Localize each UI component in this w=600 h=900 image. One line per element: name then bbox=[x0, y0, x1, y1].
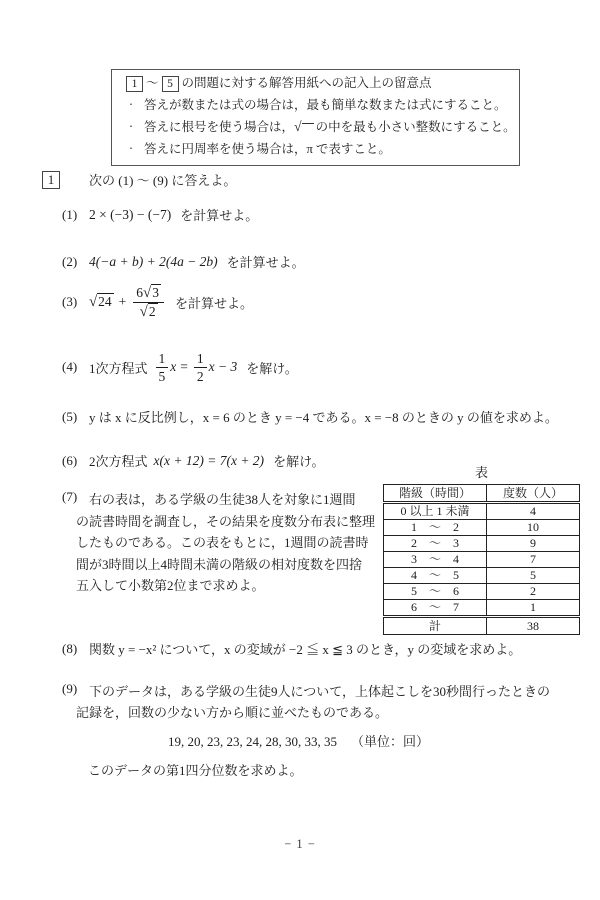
notice-bullet-3-text: 答えに円周率を使う場合は，π で表すこと。 bbox=[144, 142, 391, 156]
fraction-1-5 bbox=[156, 351, 169, 384]
column-header-frequency: 度数（人） bbox=[487, 485, 580, 503]
problem-1-number: 1 bbox=[42, 171, 60, 189]
radicand: 2 bbox=[148, 303, 156, 319]
question-9-line: 下のデータは，ある学級の生徒9人について，上体起こしを30秒間行ったときの bbox=[89, 684, 550, 699]
question-4-label: (4) bbox=[62, 359, 78, 374]
table-row bbox=[384, 584, 580, 600]
question-6 bbox=[62, 451, 325, 470]
question-8-text: 関数 y = −x² について，x の変域が −2 ≦ x ≦ 3 のとき，y の変域を求めよ。 bbox=[89, 642, 522, 657]
data-unit: （単位：回） bbox=[351, 734, 430, 749]
sqrt-2 bbox=[140, 304, 158, 320]
question-2 bbox=[62, 252, 305, 271]
boxed-number-1: 1 bbox=[126, 76, 143, 92]
fraction-6root3-over-root2 bbox=[133, 285, 164, 320]
question-9-line: 記録を，回数の少ない方から順に並べたものである。 bbox=[76, 705, 389, 720]
sqrt-3 bbox=[143, 285, 161, 301]
question-6-expression: x(x + 12) = 7(x + 2) bbox=[153, 452, 265, 468]
notice-bullet-1 bbox=[123, 94, 511, 116]
fraction-numerator bbox=[133, 285, 164, 303]
variable-x: x bbox=[170, 359, 177, 374]
radicand: 3 bbox=[152, 284, 159, 300]
frequency-value: 7 bbox=[487, 552, 580, 568]
equals-sign: = bbox=[180, 359, 188, 374]
fraction-denominator: 2 bbox=[196, 368, 204, 384]
coefficient: 6 bbox=[136, 284, 144, 300]
total-value: 38 bbox=[487, 617, 580, 635]
bullet-icon: ・ bbox=[127, 100, 135, 109]
table-row bbox=[384, 503, 580, 520]
table-row bbox=[384, 568, 580, 584]
radical-sign-icon: √ bbox=[294, 119, 302, 134]
bullet-icon: ・ bbox=[127, 122, 135, 131]
question-6-label: (6) bbox=[62, 452, 78, 468]
question-4-prefix: 1次方程式 bbox=[89, 360, 148, 376]
question-2-instruction: を計算せよ。 bbox=[226, 255, 305, 270]
frequency-value: 10 bbox=[487, 520, 580, 536]
question-1-expression: 2 × (−3) − (−7) bbox=[89, 206, 172, 222]
class-interval: 5 ～ 6 bbox=[384, 584, 487, 600]
question-7-line: 右の表は，ある学級の生徒38人を対象に1週間 bbox=[89, 492, 356, 507]
radical-sign-icon: √ bbox=[139, 303, 148, 320]
radicand: 24 bbox=[98, 293, 112, 309]
notice-title-text: の問題に対する解答用紙への記入上の留意点 bbox=[181, 76, 432, 90]
question-1-label: (1) bbox=[62, 206, 78, 222]
fraction-numerator: 1 bbox=[194, 351, 207, 368]
page-number: − 1 − bbox=[284, 837, 316, 851]
frequency-value: 1 bbox=[487, 600, 580, 617]
notice-tilde: ～ bbox=[146, 76, 159, 90]
notice-bullet-2 bbox=[123, 116, 516, 138]
column-header-class: 階級（時間） bbox=[384, 485, 487, 503]
frequency-value: 2 bbox=[487, 584, 580, 600]
plus-operator: + bbox=[118, 294, 127, 309]
table-row bbox=[384, 536, 580, 552]
radical-overline bbox=[302, 123, 314, 134]
question-3 bbox=[62, 277, 253, 327]
table-title: 表 bbox=[474, 465, 488, 480]
question-8 bbox=[62, 639, 521, 658]
table-header-row bbox=[384, 485, 580, 503]
question-9-label: (9) bbox=[62, 681, 78, 696]
question-3-instruction: を計算せよ。 bbox=[174, 295, 253, 311]
radical-sign-icon: √ bbox=[89, 293, 98, 310]
class-interval: 2 ～ 3 bbox=[384, 536, 487, 552]
question-8-label: (8) bbox=[62, 640, 78, 656]
notice-title bbox=[123, 73, 511, 94]
sqrt-24 bbox=[89, 294, 114, 311]
question-7-line: 間が3時間以上4時間未満の階級の相対度数を四捨 bbox=[76, 556, 363, 572]
table-row bbox=[384, 520, 580, 536]
fraction-denominator bbox=[133, 303, 164, 320]
fraction-denominator: 5 bbox=[158, 368, 166, 384]
total-label: 計 bbox=[384, 617, 487, 635]
question-1 bbox=[62, 205, 258, 224]
notice-bullet-2-post: の中を最も小さい整数にすること。 bbox=[315, 120, 516, 134]
boxed-number-5: 5 bbox=[162, 76, 179, 92]
class-interval: 0 以上 1 未満 bbox=[384, 503, 487, 520]
question-5 bbox=[62, 407, 558, 426]
question-4-instruction: を解け。 bbox=[246, 360, 298, 376]
question-2-label: (2) bbox=[62, 253, 78, 269]
frequency-table-block bbox=[383, 464, 580, 635]
question-7-paragraph bbox=[76, 489, 388, 597]
bullet-icon: ・ bbox=[127, 144, 135, 153]
data-values: 19, 20, 23, 23, 24, 28, 30, 33, 35 bbox=[168, 734, 337, 749]
question-9-instruction: このデータの第1四分位数を求めよ。 bbox=[88, 763, 303, 778]
question-1-instruction: を計算せよ。 bbox=[180, 208, 259, 223]
frequency-value: 9 bbox=[487, 536, 580, 552]
question-5-text: y は x に反比例し，x = 6 のとき y = −4 である。x = −8 のときの y の値を求めよ。 bbox=[89, 410, 558, 425]
class-interval: 1 ～ 2 bbox=[384, 520, 487, 536]
class-interval: 3 ～ 4 bbox=[384, 552, 487, 568]
notice-box bbox=[111, 69, 520, 166]
expression-rest: x − 3 bbox=[208, 359, 238, 374]
question-6-instruction: を解け。 bbox=[273, 454, 325, 469]
frequency-value: 4 bbox=[487, 503, 580, 520]
table-row bbox=[384, 600, 580, 617]
question-7-line: 五入して小数第2位まで求めよ。 bbox=[76, 578, 265, 593]
question-7-label: (7) bbox=[62, 489, 78, 504]
question-9-data-line bbox=[168, 731, 429, 750]
question-3-label: (3) bbox=[62, 294, 78, 309]
notice-bullet-1-text: 答えが数または式の場合は，最も簡単な数または式にすること。 bbox=[144, 98, 507, 112]
frequency-value: 5 bbox=[487, 568, 580, 584]
question-9-paragraph bbox=[76, 681, 556, 723]
class-interval: 4 ～ 5 bbox=[384, 568, 487, 584]
class-interval: 6 ～ 7 bbox=[384, 600, 487, 617]
notice-bullet-2-pre: 答えに根号を使う場合は， bbox=[144, 120, 295, 134]
table-row bbox=[384, 552, 580, 568]
question-7-line: の読書時間を調査し，その結果を度数分布表に整理 bbox=[76, 513, 376, 529]
frequency-table bbox=[383, 484, 580, 635]
fraction-1-2 bbox=[194, 351, 207, 384]
notice-bullet-3 bbox=[123, 138, 511, 160]
question-7-line: したものである。この表をもとに，1週間の読書時 bbox=[76, 535, 369, 550]
question-4 bbox=[62, 347, 298, 387]
problem-1-title: 次の (1) ～ (9) に答えよ。 bbox=[89, 173, 237, 188]
question-5-label: (5) bbox=[62, 408, 78, 424]
fraction-numerator: 1 bbox=[156, 351, 169, 368]
radical-sign-icon: √ bbox=[143, 284, 152, 301]
table-total-row bbox=[384, 617, 580, 635]
problem-1-header bbox=[42, 170, 236, 189]
question-6-prefix: 2次方程式 bbox=[89, 454, 148, 469]
question-2-expression: 4(−a + b) + 2(4a − 2b) bbox=[89, 253, 218, 269]
